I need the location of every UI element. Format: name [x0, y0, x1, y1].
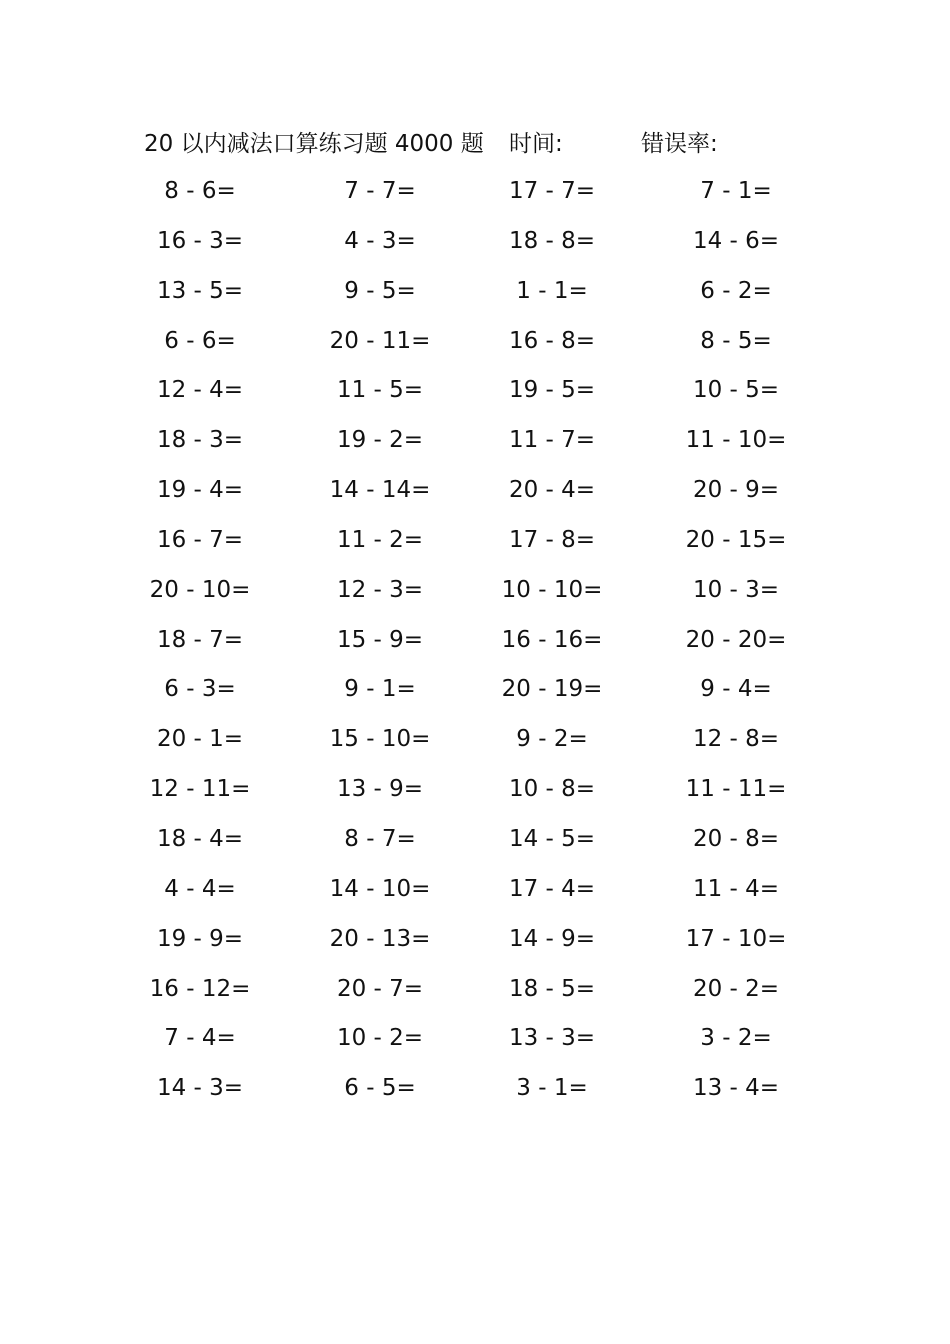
problem-item: 14 - 3= — [156, 1075, 244, 1102]
problem-item: 4 - 4= — [164, 875, 236, 902]
problem-item: 16 - 16= — [501, 626, 603, 653]
problem-item: 20 - 20= — [685, 626, 787, 653]
problem-row — [0, 1018, 950, 1068]
problem-item: 20 - 19= — [501, 676, 603, 703]
problem-item: 18 - 5= — [508, 975, 596, 1002]
problem-item: 12 - 11= — [149, 776, 251, 803]
problem-item: 11 - 11= — [685, 776, 787, 803]
problem-item: 20 - 2= — [692, 975, 780, 1002]
problem-row — [0, 819, 950, 869]
problem-row — [0, 171, 950, 221]
problem-row — [0, 1068, 950, 1118]
problem-item: 20 - 7= — [336, 975, 424, 1002]
problem-row — [0, 869, 950, 919]
problem-item: 16 - 8= — [508, 327, 596, 354]
problem-item: 9 - 5= — [344, 277, 416, 304]
problem-item: 17 - 7= — [508, 178, 596, 204]
problem-item: 15 - 10= — [329, 726, 431, 753]
problem-row — [0, 669, 950, 719]
problem-item: 8 - 7= — [344, 825, 416, 852]
worksheet-header — [0, 124, 950, 164]
problem-item: 1 - 1= — [516, 277, 588, 304]
problem-row — [0, 570, 950, 620]
problem-item: 9 - 4= — [700, 676, 772, 703]
problem-row — [0, 919, 950, 969]
problem-row — [0, 719, 950, 769]
problem-item: 10 - 3= — [692, 576, 780, 603]
problem-item: 4 - 3= — [344, 227, 416, 254]
problem-row — [0, 520, 950, 570]
problem-item: 10 - 2= — [336, 1025, 424, 1052]
problem-item: 14 - 6= — [692, 227, 780, 254]
problem-item: 17 - 10= — [685, 925, 787, 952]
problem-item: 8 - 6= — [164, 178, 236, 204]
problem-item: 7 - 1= — [700, 178, 772, 204]
problem-item: 3 - 1= — [516, 1075, 588, 1102]
problem-item: 11 - 5= — [336, 377, 424, 404]
problem-item: 19 - 2= — [336, 427, 424, 454]
problem-item: 3 - 2= — [700, 1025, 772, 1052]
problem-item: 11 - 4= — [692, 875, 780, 902]
problem-item: 18 - 3= — [156, 427, 244, 454]
problem-item: 20 - 10= — [149, 576, 251, 603]
problem-item: 6 - 3= — [164, 676, 236, 703]
problem-row — [0, 769, 950, 819]
problem-item: 19 - 5= — [508, 377, 596, 404]
problem-item: 12 - 8= — [692, 726, 780, 753]
problem-row — [0, 969, 950, 1019]
problem-item: 19 - 4= — [156, 477, 244, 504]
problem-item: 11 - 2= — [336, 526, 424, 553]
problem-item: 11 - 10= — [685, 427, 787, 454]
problem-item: 14 - 9= — [508, 925, 596, 952]
problem-row — [0, 420, 950, 470]
problem-item: 16 - 12= — [149, 975, 251, 1002]
problem-row — [0, 321, 950, 371]
problem-item: 20 - 4= — [508, 477, 596, 504]
problem-item: 20 - 9= — [692, 477, 780, 504]
problem-item: 6 - 5= — [344, 1075, 416, 1102]
problem-item: 17 - 4= — [508, 875, 596, 902]
problem-row — [0, 221, 950, 271]
problem-row — [0, 620, 950, 670]
problem-item: 8 - 5= — [700, 327, 772, 354]
problem-item: 10 - 5= — [692, 377, 780, 404]
problem-item: 10 - 10= — [501, 576, 603, 603]
problem-item: 6 - 2= — [700, 277, 772, 304]
time-label: 时间: — [509, 131, 563, 157]
problem-item: 13 - 3= — [508, 1025, 596, 1052]
problem-item: 20 - 15= — [685, 526, 787, 553]
problem-item: 7 - 4= — [164, 1025, 236, 1052]
problem-item: 7 - 7= — [344, 178, 416, 204]
problem-item: 9 - 2= — [516, 726, 588, 753]
problem-grid — [0, 171, 950, 1118]
error-rate-label: 错误率: — [641, 131, 718, 157]
problem-item: 10 - 8= — [508, 776, 596, 803]
problem-item: 12 - 4= — [156, 377, 244, 404]
worksheet-title: 20 以内减法口算练习题 4000 题 — [144, 131, 484, 157]
problem-item: 20 - 11= — [329, 327, 431, 354]
problem-item: 18 - 7= — [156, 626, 244, 653]
problem-item: 14 - 14= — [329, 477, 431, 504]
problem-row — [0, 470, 950, 520]
problem-item: 18 - 8= — [508, 227, 596, 254]
problem-item: 11 - 7= — [508, 427, 596, 454]
problem-item: 13 - 5= — [156, 277, 244, 304]
problem-item: 16 - 3= — [156, 227, 244, 254]
problem-item: 19 - 9= — [156, 925, 244, 952]
problem-item: 16 - 7= — [156, 526, 244, 553]
problem-item: 15 - 9= — [336, 626, 424, 653]
problem-item: 17 - 8= — [508, 526, 596, 553]
problem-item: 6 - 6= — [164, 327, 236, 354]
problem-item: 12 - 3= — [336, 576, 424, 603]
problem-row — [0, 370, 950, 420]
problem-row — [0, 271, 950, 321]
problem-item: 20 - 8= — [692, 825, 780, 852]
problem-item: 18 - 4= — [156, 825, 244, 852]
problem-item: 13 - 9= — [336, 776, 424, 803]
problem-item: 14 - 10= — [329, 875, 431, 902]
problem-item: 13 - 4= — [692, 1075, 780, 1102]
problem-item: 14 - 5= — [508, 825, 596, 852]
problem-item: 9 - 1= — [344, 676, 416, 703]
problem-item: 20 - 13= — [329, 925, 431, 952]
problem-item: 20 - 1= — [156, 726, 244, 753]
